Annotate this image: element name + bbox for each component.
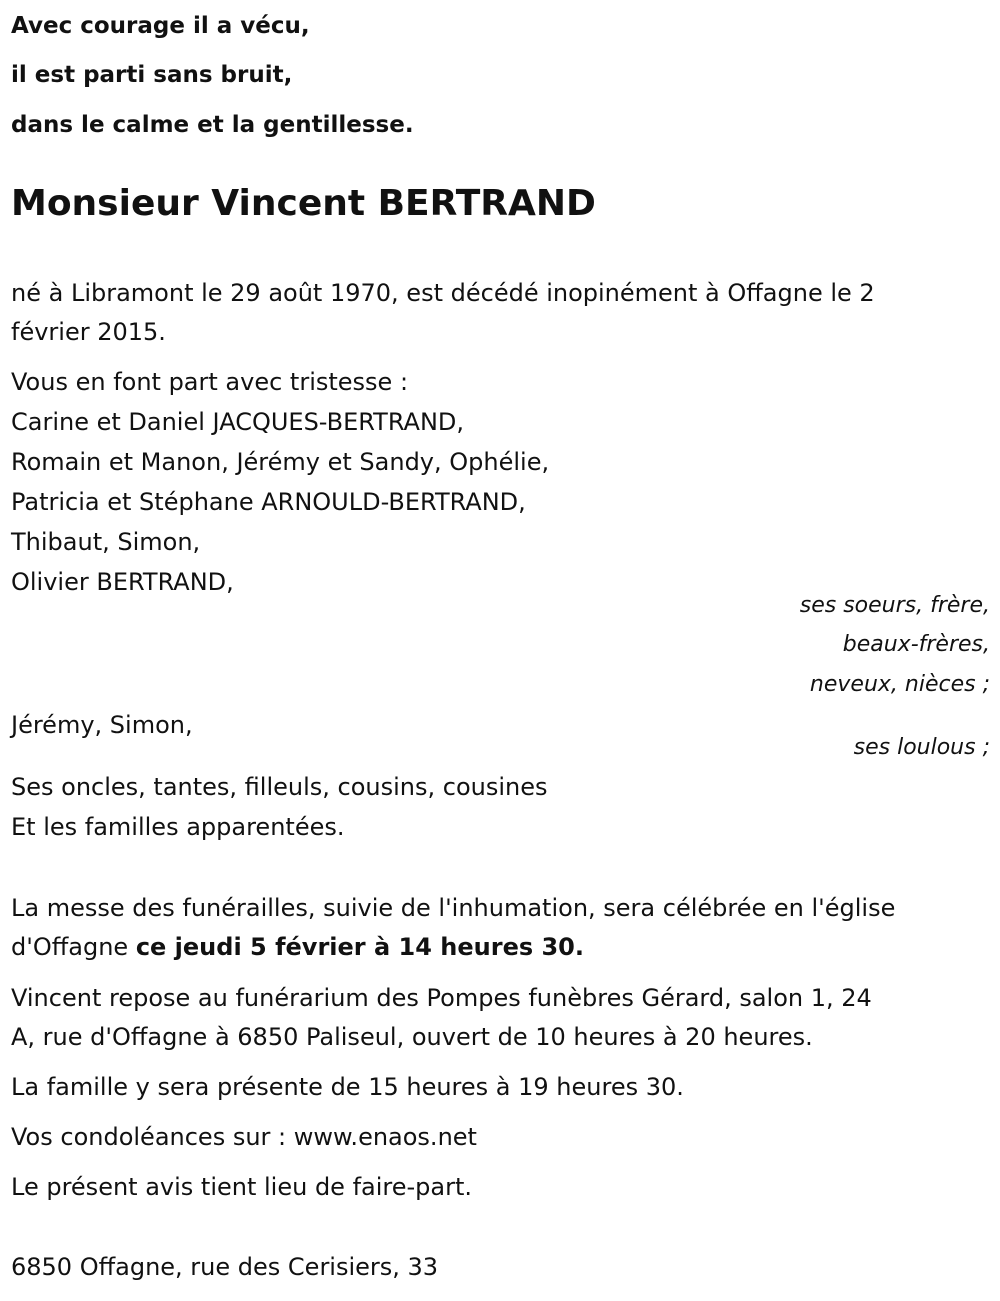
family-line-5: Olivier BERTRAND, xyxy=(11,568,234,596)
family-relation-3: neveux, nièces ; xyxy=(809,672,990,697)
family-presence: La famille y sera présente de 15 heures à 19 heures 30. xyxy=(11,1073,684,1101)
verse-line-3: dans le calme et la gentillesse. xyxy=(11,112,414,138)
verse-line-1: Avec courage il a vécu, xyxy=(11,13,310,39)
family-line-1: Carine et Daniel JACQUES-BERTRAND, xyxy=(11,408,465,436)
funeral-date-time: ce jeudi 5 février à 14 heures 30. xyxy=(135,933,584,961)
funerarium-line-1: Vincent repose au funérarium des Pompes funèbres Gérard, salon 1, 24 xyxy=(11,984,872,1012)
birth-death-line-2: février 2015. xyxy=(11,318,166,346)
family-line-2: Romain et Manon, Jérémy et Sandy, Ophélie, xyxy=(11,448,550,476)
announcement-intro: Vous en font part avec tristesse : xyxy=(11,368,409,396)
family-line-4: Thibaut, Simon, xyxy=(11,528,201,556)
condolences-line: Vos condoléances sur : www.enaos.net xyxy=(11,1123,477,1151)
notice-line: Le présent avis tient lieu de faire-part. xyxy=(11,1173,473,1201)
funeral-place: d'Offagne xyxy=(11,933,136,961)
family-relation-1: ses soeurs, frère, xyxy=(799,593,990,618)
deceased-name: Monsieur Vincent BERTRAND xyxy=(11,183,596,224)
extended-family-line-2: Et les familles apparentées. xyxy=(11,813,345,841)
loulous-names: Jérémy, Simon, xyxy=(11,711,193,739)
loulous-relation: ses loulous ; xyxy=(853,735,990,760)
funerarium-line-2: A, rue d'Offagne à 6850 Paliseul, ouvert de 10 heures à 20 heures. xyxy=(11,1023,813,1051)
obituary-notice xyxy=(11,0,990,1301)
funeral-line-1: La messe des funérailles, suivie de l'inhumation, sera célébrée en l'église xyxy=(11,894,896,922)
family-line-3: Patricia et Stéphane ARNOULD-BERTRAND, xyxy=(11,488,526,516)
address-line: 6850 Offagne, rue des Cerisiers, 33 xyxy=(11,1253,439,1281)
funeral-line-2 xyxy=(11,932,584,962)
family-relation-2: beaux-frères, xyxy=(842,632,990,657)
extended-family-line-1: Ses oncles, tantes, filleuls, cousins, cousines xyxy=(11,773,548,801)
verse-line-2: il est parti sans bruit, xyxy=(11,62,293,88)
birth-death-line-1: né à Libramont le 29 août 1970, est décédé inopinément à Offagne le 2 xyxy=(11,279,875,307)
